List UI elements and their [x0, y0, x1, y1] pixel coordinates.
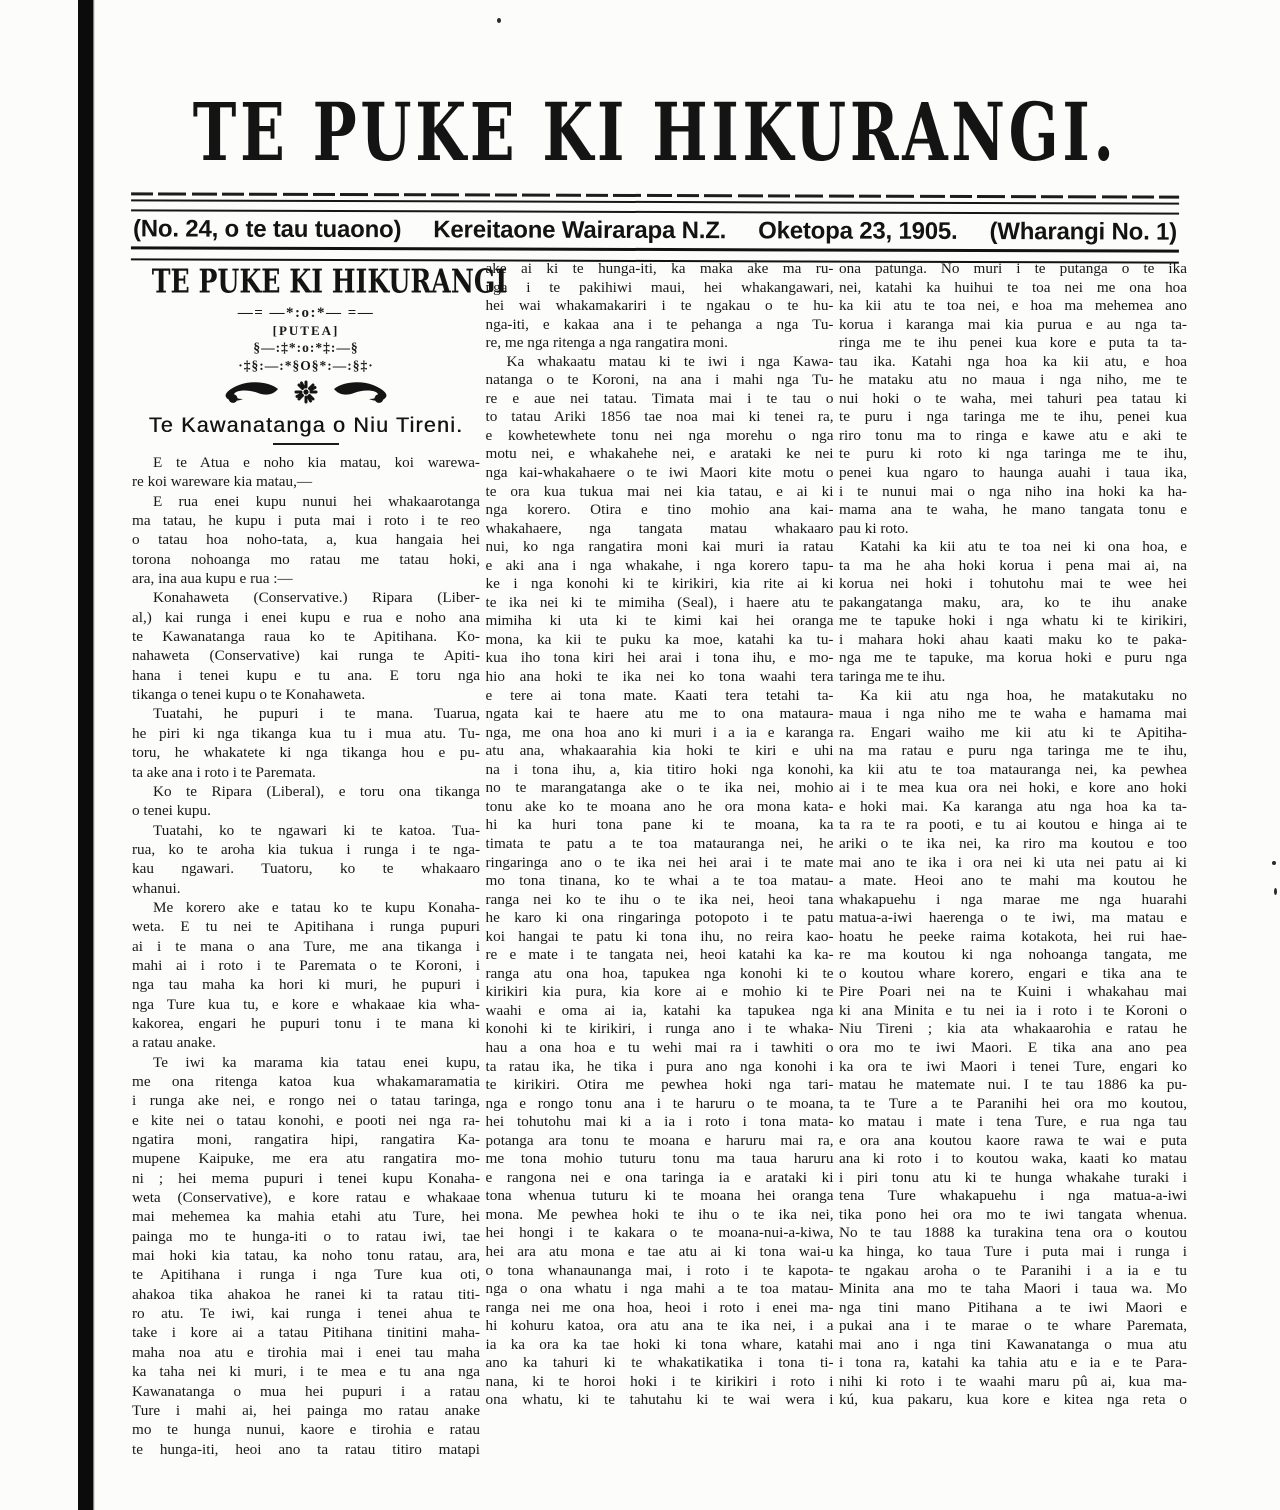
text-line: Ka kii atu nga hoa, he matakutaku no [860, 686, 1187, 704]
text-line: to tatau Ariki 1856 tae noa mai ki tenei ra, [485, 408, 834, 426]
text-line: ona patunga. No muri i te putanga o te ika [839, 260, 1187, 277]
text-line: Tuatahi, ko te ngawari ki te katoa. Tua- [153, 821, 480, 839]
text-line: ma tatau, he kupu i puta mai i roto i te reo [132, 512, 480, 530]
text-line: pakangatanga maku, ara, ko te ihu anake [839, 593, 1187, 611]
column-1 [132, 260, 508, 1459]
text-line: na ma ratau e puru nga taringa me te ihu, [839, 742, 1187, 760]
text-line: nga e rongo tonu ana i te haruru o te moana, [485, 1094, 834, 1112]
text-line: pukai ana i te marae o te whare Paremata, [839, 1317, 1187, 1335]
text-line: kirikiri kia pura, kia kore ai e mohio ki te [485, 983, 834, 1001]
text-line: ngata kai te haere atu me to ona mataura- [485, 705, 834, 723]
text-line: te puru ki roto ki nga taringa me te ihu, [839, 445, 1187, 463]
text-line: hana i tenei kupu e tu ana. E toru nga [132, 666, 480, 684]
text-line: e hoki mai. Ka karanga atu nga hoa ka ta- [839, 797, 1187, 815]
text-line: ka ora te iwi Maori i tenei Ture, engari ko [839, 1057, 1187, 1075]
text-line: ia ka ora ka tae hoki ki tona whare, katahi [485, 1335, 834, 1353]
paragraph [839, 260, 1187, 538]
text-line: ana ki roto i to koutou waka, kaati ko matau [839, 1150, 1187, 1168]
text-line: penei kua ngaro to haunga auahi i taua ika, [839, 464, 1187, 482]
text-line: tau ika. Katahi nga hoa ka kii atu, e hoa [839, 352, 1187, 370]
fleuron-right-icon [332, 380, 388, 410]
columns [132, 260, 1187, 1459]
ornament-row-2: §—:‡*:o:*‡:—§ [253, 340, 359, 355]
text-line: ta ratau ika, he tika i pura ano nga konohi i [485, 1057, 834, 1075]
text-line: tona whenua tuturu ki te moana hei oranga [485, 1187, 834, 1205]
text-line: ora mo te iwi Maori. E tika ana ano pea [839, 1038, 1187, 1056]
text-line: motu nei, e whakahehe nei, e arataki ke nei [485, 445, 834, 463]
text-line: kú, kua pakaru, kua kore e kitea nga reta o [839, 1391, 1187, 1409]
text-line: ta ma he aha hoki korua i pena mai ai, na [839, 556, 1187, 574]
scan-speck [497, 18, 501, 23]
text-line: ringa me te ihu penei kua kore e puta ta ta- [839, 334, 1187, 352]
text-line: kau ngawari. Tuatoru, ko te whakaaro [132, 860, 480, 878]
text-line: Ko te Ripara (Liberal), e toru ona tikanga [153, 782, 480, 800]
text-line: painga mo te hunga-iti o to ratau iwi, tae [132, 1227, 480, 1245]
text-line: maua i nga niho me te waha e hamama mai [839, 705, 1187, 723]
dateline-date: Oketopa 23, 1905. [758, 217, 958, 245]
section-heading-rule [273, 443, 339, 445]
masthead-title: TE PUKE KI HIKURANGI. [192, 85, 1118, 179]
column-2 [486, 260, 834, 1459]
text-line: nga kai-whakahaere o te iwi Maori kite motu o [485, 464, 834, 482]
text-line: potanga ara tonu te moana e haruru mai ra, [485, 1131, 834, 1149]
text-line: te Apitihana i runga i nga Ture kua oti, [132, 1266, 480, 1284]
putea-label: [PUTEA] [272, 323, 340, 338]
text-line: e rangona nei e ona taringa ia e arataki ki [485, 1168, 834, 1186]
text-line: E te Atua e noho kia matau, koi warewa- [153, 454, 480, 471]
text-line: i piri tonu atu ki te hunga whakahe turaki i [839, 1168, 1187, 1186]
text-line: ni ; hei mema pupuri i tenei kupu Konaha- [132, 1169, 480, 1187]
text-line: o tatau hoa noho-tata, a, kua hangaia hei [132, 531, 480, 549]
text-line: mona, ka kii te puku ka moe, katahi ka tu- [485, 630, 834, 648]
masthead [132, 85, 1178, 179]
text-line: hei tohutohu mai ki a ia i roto i tona mata- [485, 1113, 834, 1131]
text-line: Kawanatanga o mua hei pupuri i a ratau [132, 1382, 480, 1400]
column-3-body [839, 260, 1187, 1410]
text-line: Konahaweta (Conservative.) Ripara (Liber- [153, 589, 480, 607]
text-line: Ture i mahi ai, hei painga mo ratau anake [132, 1401, 480, 1419]
text-line: ai i te mana o ana Ture, me ana tikanga i [132, 937, 480, 955]
text-line: e ora ana koutou kaore rawa te wai e puta [839, 1131, 1187, 1149]
text-line: mai hoki kia tatau, ka noho tonu ratau, ara, [132, 1247, 480, 1265]
text-line: me ona ritenga katoa kua whakamaramatia [132, 1073, 480, 1090]
text-line: ka hinga, ko taua Ture i puta mai i runga i [839, 1242, 1187, 1260]
text-line: he piri ki nga tikanga kua tu i mua atu. Tu- [132, 724, 480, 742]
text-line: mupene Kaipuke, me era atu rangatira mo- [132, 1150, 480, 1168]
text-line: nga o ona whatu i nga mahi a te toa matau- [485, 1280, 834, 1298]
text-line: te hunga-iti, heoi ano ta ratau titiro matapi [132, 1440, 480, 1458]
nameplate-title: TE PUKE KI HIKURANGI [151, 261, 508, 301]
text-line: whakapuehu i nga marae me nga huarahi [839, 890, 1187, 908]
text-line: o tenei kupu. [132, 802, 211, 820]
text-line: te ora kua tukua mai nei kia tatau, e ai ki [485, 482, 834, 500]
text-line: hei wai whakamakariri i te ngakau o te hu- [485, 297, 834, 315]
text-line: atu ana, whakaarahia kia hoki te kiri e uhi [485, 742, 834, 760]
text-line: ranga nei me ona hoa, heoi i roto i enei ma- [485, 1298, 834, 1316]
text-line: korua i karanga mai kia purua e au nga ta- [839, 315, 1187, 333]
text-line: weta (Conservative), e kore ratau e whakaae [132, 1189, 480, 1207]
paragraph [132, 1053, 480, 1459]
text-line: hei hongi i te kakara o te moana-nui-a-kiwa, [485, 1224, 834, 1242]
scan-speck [1274, 888, 1277, 895]
paragraph [486, 260, 834, 353]
text-line: ranga nei ko te ihu o te ika nei, heoi tana [485, 890, 834, 908]
text-line: i mahara hoki ahau kaati maku ko te paka- [839, 630, 1187, 648]
text-line: a mate. Heoi ano te mahi ma koutou he [839, 872, 1187, 890]
text-line: torona nohoanga mo ratau me tatau hoki, [132, 550, 480, 568]
text-line: kakorea, engari he pupuri tonu i te mana ki [132, 1014, 480, 1032]
text-line: hei ara atu mona e tae atu ai ki tona wai-u [485, 1242, 834, 1260]
paragraph [839, 687, 1187, 1410]
text-line: e kowhetewhete tonu nei nga morehu o nga [485, 426, 834, 444]
scan-gutter-bar [78, 0, 93, 1510]
text-line: ra. Engari waiho me kii atu ki te Apitiha- [839, 723, 1187, 741]
text-line: nui, ko nga rangatira moni kai muri ia ratau [485, 538, 834, 556]
text-line: he mataku atu no maua i nga niho, me te [839, 371, 1187, 389]
scan-speck [1272, 861, 1276, 865]
text-line: ta ra te ra pooti, e tu ai koutou e hinga ai te [839, 816, 1187, 834]
paragraph [132, 898, 480, 1053]
text-line: hau a ona hoa e tu wehi mai ra i tawhiti o [485, 1038, 834, 1056]
section-heading: Te Kawanatanga o Niu Tireni. [148, 413, 464, 437]
text-line: nga tini mano Pitihana a te iwi Maori e [839, 1298, 1187, 1316]
paragraph [839, 538, 1187, 686]
text-line: no te marangatanga ake o te ika nei, mohio [485, 779, 834, 797]
text-line: ka kii atu te toa nei, e hoa ma mehemea ano [839, 297, 1187, 315]
text-line: re e mate i te tangata nei, heoi katahi ka ka- [485, 946, 834, 964]
paragraph [132, 453, 480, 492]
column-3 [839, 260, 1187, 1459]
text-line: matau he matemate nui. I te tau 1886 ka pu- [839, 1076, 1187, 1094]
text-line: nui hoki o te waha, mei tahuri pea tatau ki [839, 389, 1187, 407]
text-line: te Kawanatanga raua ko te Apitihana. Ko- [132, 628, 480, 646]
text-line: hio ana hoki te ika nei ko tona waahi tera [485, 668, 834, 686]
text-line: mahi ai i roto i te Paremata o te Koroni, i [132, 956, 480, 974]
text-line: ake ai ki te hunga-iti, ka maka ake ma ru- [485, 260, 834, 277]
text-line: mai ano te ika i ora nei ki uta nei patu ai ki [839, 853, 1187, 871]
text-line: mama ana te waha, he mano tangata tonu e [839, 501, 1187, 519]
text-line: natanga o te Koroni, na ana i mahi nga Tu- [485, 371, 834, 389]
text-line: ke i nga konohi ki te kirikiri, kia rite ai ki [485, 575, 834, 593]
text-line: me tona mohio tuturu tonu ma taua haruru [485, 1150, 834, 1168]
text-line: mo tona tinana, ko te whai a te toa matau- [485, 872, 834, 890]
text-line: tonu ake ko te moana ano he ora mona kata- [485, 797, 834, 815]
column-2-body [486, 260, 834, 1410]
text-line: koi hangai te patu ki tona ihu, no reira kao- [485, 927, 834, 945]
dateline [131, 211, 1179, 249]
text-line: mona. Me pewhea hoki te ihu o te ika nei, [485, 1205, 834, 1223]
fleuron-row [132, 381, 480, 409]
text-line: tikanga o tenei kupu o te Konahaweta. [132, 686, 366, 704]
text-line: me te tapuke hoki i nga whatu ki te kirikiri, [839, 612, 1187, 630]
text-line: ko matau i mate i tena Ture, e rua nga tau [839, 1113, 1187, 1131]
text-line: re ma koutou ki nga nohoanga tangata, me [839, 946, 1187, 964]
text-line: ringaringa ano o te ika nei hei arai i te mate [485, 853, 834, 871]
dateline-page-number: (Wharangi No. 1) [989, 218, 1178, 246]
text-line: E rua enei kupu nunui hei whakaarotanga [153, 492, 480, 510]
header-rules [131, 192, 1179, 263]
text-line: hoatu he peeke raima kotakota, hei rui hae- [839, 927, 1187, 945]
text-line: te kirikiri. Otira me pewhea hoki nga tari- [485, 1076, 834, 1094]
text-line: take i kore ai a tatau Pitihana tinitini maha- [132, 1324, 480, 1342]
text-line: pau ki roto. [839, 519, 909, 537]
text-line: Tuatahi, he pupuri i te mana. Tuarua, [153, 705, 480, 723]
text-line: hi ka huri tona pane ki te moana, ka [485, 816, 834, 834]
text-line: he karo ki ona ringaringa potopoto i te patu [485, 909, 834, 927]
text-line: o tona whanaunanga mai, i roto i te kapota- [485, 1261, 834, 1279]
text-line: mo te hunga nunui, kaore e tirohia e ratau [132, 1421, 480, 1439]
text-line: Te iwi ka marama kia tatau enei kupu, [153, 1053, 480, 1071]
paragraph [132, 492, 480, 589]
text-line: al,) kai runga i enei kupu e rua e noho ana [132, 608, 480, 626]
paragraph [132, 821, 480, 898]
text-line: ta ake ana i roto i te Paremata. [132, 763, 316, 781]
text-line: tika pono hei ora mo te iwi tangata whenua. [839, 1205, 1187, 1223]
text-line: maha noa atu e tirohia mai i enei tau maha [132, 1343, 480, 1361]
text-line: nga korero. Otira e tino mohio ana kai- [485, 501, 834, 519]
text-line: tena Ture whakapuehu i nga matua-a-iwi [839, 1187, 1187, 1205]
text-line: nga me te tapuke, ma korua hoki e puru nga [839, 649, 1187, 667]
dateline-issue: (No. 24, o te tau tuaono) [132, 215, 402, 244]
text-line: a ratau anake. [132, 1034, 216, 1052]
text-line: kua iho tona kiri hei arai i tona ihu, e mo- [485, 649, 834, 667]
text-line: konohi ki te kirikiri, i runga ano i te whaka- [485, 1020, 834, 1038]
text-line: Me korero ake e tatau ko te kupu Konaha- [153, 898, 480, 916]
text-line: No te tau 1888 ka turakina tena ora o koutou [839, 1224, 1187, 1242]
text-line: Katahi ka kii atu te toa nei ki ona hoa, e [860, 538, 1187, 556]
text-line: re koi wareware kia matau,— [132, 473, 313, 491]
text-line: nga-iti, e kakaa ana i te pehanga a nga Tu- [485, 315, 834, 333]
text-line: e kite nei o tatau konohi, e pooti nei nga ra- [132, 1111, 480, 1129]
text-line: ara, ina aua kupu e rua :— [132, 570, 293, 588]
text-line: i runga ake nei, e rongo nei o tatau taringa, [132, 1092, 480, 1110]
ornament-row-1: —= —*:o:*— =— [237, 305, 375, 321]
text-line: nga i te pakihiwi maui, hei whakangawari, [485, 278, 834, 296]
fleuron-left-icon [224, 380, 280, 410]
text-line: te ika nei ki te mimiha (Seal), i haere atu te [485, 593, 834, 611]
rosette-icon [293, 379, 319, 411]
ornament-row-3: ·‡§:—:*§O§*:—:§‡· [238, 358, 374, 373]
text-line: matua-a-iwi haerenga o te iwi, ma matau e [839, 909, 1187, 927]
text-line: ano ka tahuri ki te whakatikatika i tona ti- [485, 1354, 834, 1372]
paragraph [132, 588, 480, 704]
text-line: nihi ki roto i te waahi maru pû ai, kua ma- [839, 1372, 1187, 1390]
text-line: mimiha ki uta ki te kimi kai hei oranga [485, 612, 834, 630]
text-line: nana, ki te horoi hoki i te kirikiri i roto i [485, 1372, 834, 1390]
text-line: Minita ana mo te taha Maori i taua wa. Mo [839, 1280, 1187, 1298]
text-line: ngatira moni, rangatira hipi, rangatira Ka- [132, 1131, 480, 1149]
text-line: nga Ture kua tu, e kore e whakaae kia wha- [132, 995, 480, 1013]
text-line: hi kohuru katoa, ora atu ana te ika nei, i a [485, 1317, 834, 1335]
text-line: ro atu. Te iwi, kai runga i tenei ahua te [132, 1305, 480, 1323]
text-line: ka kii atu te toa matauranga nei, ka pewhea [839, 760, 1187, 778]
text-line: rua, ko te aroha kia tukua i runga i te nga- [132, 840, 480, 858]
text-line: ka taha nei ki muri, i te mea e tu ana nga [132, 1363, 480, 1381]
text-line: ariki o te ika nei, ka riro ma koutou e too [839, 834, 1187, 852]
text-line: nei, katahi ka huihui te toa nei me ona hoa [839, 278, 1187, 296]
dateline-place: Kereitaone Wairarapa N.Z. [433, 216, 727, 245]
text-line: i te nunui mai o nga niho ina hoki ka ha- [839, 482, 1187, 500]
text-line: ahakoa tika ahakoa he ranei ki ta ratau titi- [132, 1285, 480, 1303]
text-line: mai ano i nga tini Kawanatanga o mua atu [839, 1335, 1187, 1353]
text-line: timata te patu a te toa matauranga nei, he [485, 834, 834, 852]
text-line: nga tau maha ka hori ki muri, he pupuri i [132, 976, 480, 994]
text-line: te puru i nga taringa me te ihu, penei kua [839, 408, 1187, 426]
text-line: weta. E tu nei te Apitihana i runga pupuri [132, 918, 480, 936]
text-line: re, me nga ritenga a nga rangatira moni. [485, 334, 728, 352]
text-line: ki ana Minita e tu nei ia i roto i te Koroni o [839, 1001, 1187, 1019]
nameplate [132, 261, 508, 302]
text-line: Ka whakaatu matau ki te iwi i nga Kawa- [506, 352, 834, 370]
text-line: ta te Ture a te Paranihi hei ora mo koutou, [839, 1094, 1187, 1112]
text-line: riro tonu ma to ringa e kawe atu e aki te [839, 426, 1187, 444]
paragraph [132, 782, 480, 821]
text-line: te ngakau aroha o te Paranihi i a ia e tu [839, 1261, 1187, 1279]
text-line: waahi e oma ai ia, katahi ka tapukea nga [485, 1001, 834, 1019]
text-line: o koutou whare korero, engari e tika ana te [839, 964, 1187, 982]
text-line: i tona ra, katahi ka tahia atu e ia e te Para- [839, 1354, 1187, 1372]
paragraph [486, 353, 834, 1410]
paragraph [132, 704, 480, 781]
text-line: mai mehemea ka mahia etahi atu Ture, hei [132, 1208, 480, 1226]
text-line: e tere ai tona mate. Kaati tera tetahi ta- [485, 686, 834, 704]
column-1-body [132, 453, 480, 1459]
text-line: ona whatu, ki te tahutahu ki te wai wera i [485, 1391, 834, 1409]
text-line: whakahaere, nga tangata matau whakaaro [485, 519, 834, 537]
text-line: e aki ana i nga whakahe, i nga korero tapu- [485, 556, 834, 574]
text-line: ranga atu ona hoa, tapukea nga konohi ki te [485, 964, 834, 982]
text-line: whanui. [132, 879, 181, 897]
text-line: toru, he whakatete ki nga tikanga hou e pu- [132, 744, 480, 762]
text-line: na i tona ihu, a, kia titiro hoki nga konohi, [485, 760, 834, 778]
text-line: Niu Tireni ; kia ata whakaarohia e ratau he [839, 1020, 1187, 1038]
text-line: re e aue nei tatau. Timata mai i te tau o [485, 389, 834, 407]
text-line: korua nei hoki i tohutohu mai te wee hei [839, 575, 1187, 593]
text-line: taringa me te ihu. [839, 668, 946, 686]
header-rule-dashed [131, 192, 1179, 198]
text-line: ai i te mea kua ora nei hoki, e kore ano hoki [839, 779, 1187, 797]
text-line: nga, me ona hoa ano ki muri i a ia e karanga [485, 723, 834, 741]
text-line: nahaweta (Conservative) kai runga te Apiti- [132, 647, 480, 665]
text-line: Pire Poari nei na te Kuini i whakahau mai [839, 983, 1187, 1001]
